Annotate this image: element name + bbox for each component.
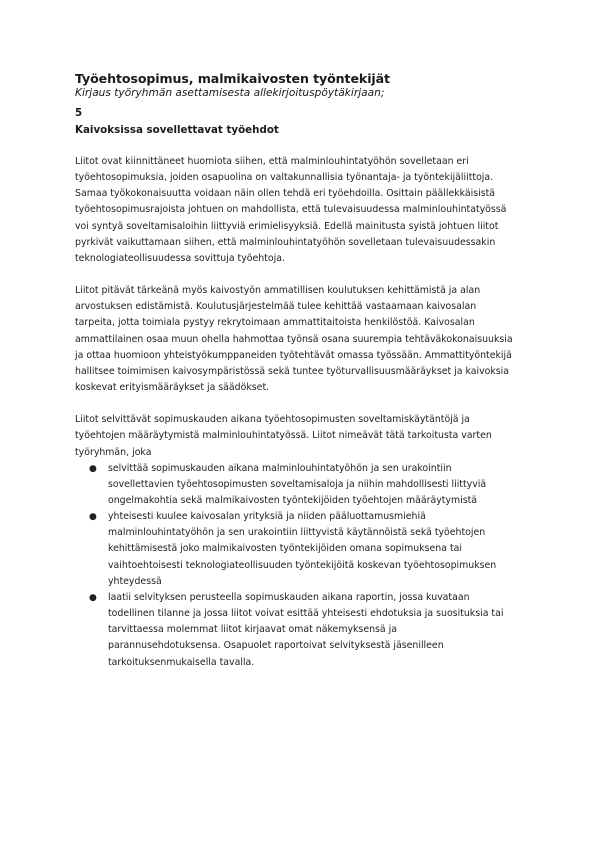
bullet-line: parannusehdotuksensa. Osapuolet raportoivat selvityksestä jäsenilleen (108, 640, 444, 652)
paragraph-line: työehtojen määräytymistä malminlouhintatyössä. Liitot nimeävät tätä tarkoitusta varten (75, 430, 492, 442)
section-heading: Kaivoksissa sovellettavat työehdot (75, 124, 279, 136)
bullet-list (75, 461, 535, 671)
paragraph-line: voi syntyä soveltamisaloihin liittyviä erimielisyyksiä. Edellä mainitusta syistä johtuen liitot (75, 220, 499, 232)
bullet-line: selvittää sopimuskauden aikana malminlouhintatyöhön ja sen urakointiin (108, 462, 452, 474)
bullet-line: tarkoituksenmukaisella tavalla. (108, 656, 255, 668)
paragraph-line: Liitot selvittävät sopimuskauden aikana työehtosopimusten soveltamiskäytäntöjä ja (75, 414, 470, 426)
paragraph-line: työryhmän, joka (75, 446, 152, 458)
paragraph (75, 154, 535, 267)
paragraph-line: ja ottaa huomioon yhteistyökumppaneiden työtehtävät omassa työssään. Ammattityöntekijä (75, 349, 512, 361)
paragraph (75, 283, 535, 396)
bullet-line: yhteisesti kuulee kaivosalan yrityksiä ja niiden pääluottamusmiehiä (108, 511, 426, 523)
bullet-icon: ● (89, 463, 97, 474)
bullet-line: vaihtoehtoisesti teknologiateollisuuden työntekijöitä koskevan työehtosopimuksen (108, 559, 497, 571)
bullet-line: todellinen tilanne ja jossa liitot voivat esittää yhteisesti ehdotuksia ja suosituksia tai (108, 608, 504, 620)
bullet-item (75, 461, 535, 509)
bullet-line: laatii selvityksen perusteella sopimuskauden aikana raportin, jossa kuvataan (108, 591, 470, 603)
bullet-item (75, 590, 535, 671)
paragraph-line: tarpeita, jotta toimiala pystyy rekrytoimaan ammattitaitoista henkilöstöä. Kaivosalan (75, 317, 475, 329)
bullet-item (75, 509, 535, 590)
bullet-line: yhteydessä (108, 575, 162, 587)
bullet-icon: ● (89, 592, 97, 603)
paragraph-line: hallitsee toimimisen kaivosympäristössä sekä tuntee työturvallisuusmääräykset ja kaivoksia (75, 365, 510, 377)
paragraph-line: työehtosopimuksia, joiden osapuolina on valtakunnallisia työnantaja- ja työntekijäliittoja. (75, 172, 494, 184)
bullet-line: kehittämisestä joko malmikaivosten työntekijöiden omana sopimuksena tai (108, 543, 462, 555)
paragraph-line: työehtosopimusrajoista johtuen on mahdollista, että tulevaisuudessa malminlouhintatyössä (75, 204, 507, 216)
paragraph-line: Liitot ovat kiinnittäneet huomiota siihen, että malminlouhintatyöhön sovelletaan eri (75, 156, 469, 167)
paragraph-line: pyrkivät vaikuttamaan siihen, että malminlouhintatyöhön sovelletaan tulevaisuudessakin (75, 236, 496, 248)
paragraph (75, 412, 535, 460)
paragraph-line: ammattilainen osaa muun ohella hahmottaa työnsä osana suurempia tehtäväkokonaisuuksia (75, 333, 513, 345)
bullet-line: ongelmakohtia sekä malmikaivosten työntekijöiden työehtojen määräytymistä (108, 494, 478, 506)
paragraph-line: Samaa työkokonaisuutta voidaan näin ollen tehdä eri työehdoilla. Osittain päällekkäisistä (75, 188, 496, 200)
paragraph-line: teknologiateollisuudessa sovittuja työehtoja. (75, 252, 285, 264)
bullet-line: tarvittaessa molemmat liitot kirjaavat omat näkemyksensä ja (108, 624, 397, 636)
paragraph-line: Liitot pitävät tärkeänä myös kaivostyön ammatillisen koulutuksen kehittämistä ja alan (75, 285, 481, 297)
bullet-line: sovellettavien työehtosopimusten soveltamisaloja ja niihin mahdollisesti liittyviä (108, 478, 487, 490)
document-subtitle: Kirjaus työryhmän asettamisesta allekirjoituspöytäkirjaan; (75, 87, 385, 99)
paragraph-line: arvostuksen edistämistä. Koulutusjärjestelmää tulee kehittää vastaamaan kaivosalan (75, 301, 477, 313)
section-number: 5 (75, 107, 83, 119)
document-title: Työehtosopimus, malmikaivosten työntekijät (75, 71, 390, 86)
paragraph-line: koskevat erityismääräykset ja säädökset. (75, 382, 270, 394)
document-body (75, 154, 535, 671)
bullet-line: malminlouhintatyöhön ja sen urakointiin liittyvistä käytännöistä sekä työehtojen (108, 527, 486, 539)
bullet-icon: ● (89, 512, 97, 523)
